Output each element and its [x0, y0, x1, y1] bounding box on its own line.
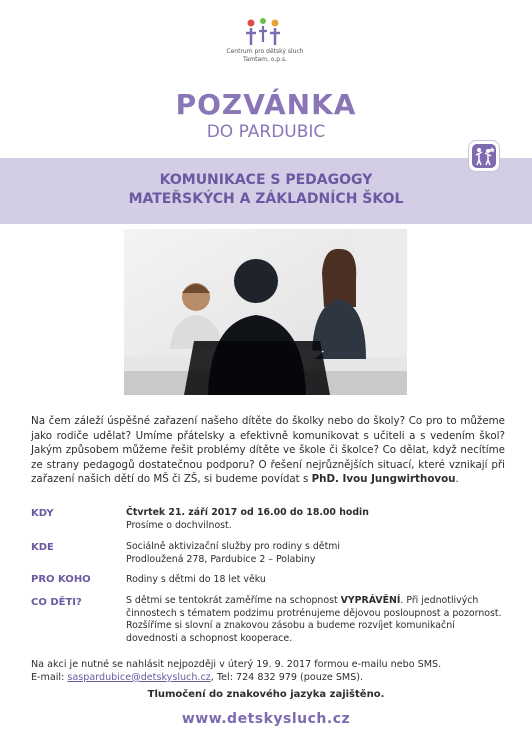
registration-info: [31, 659, 505, 685]
interpreter-note: Tlumočení do znakového jazyka zajištěno.: [147, 689, 385, 700]
invitation-title: POZVÁNKA: [175, 88, 357, 121]
kids-label: CO DĚTI?: [31, 597, 82, 608]
where-line-1: Sociálně aktivizační služby pro rodiny s dětmi: [126, 541, 340, 552]
where-value-block: [126, 541, 506, 566]
kids-focus: VYPRÁVĚNÍ: [340, 595, 401, 606]
topic-line-1: KOMUNIKACE S PEDAGOGY: [159, 172, 373, 188]
logo-line-2: Tamtam, o.p.s.: [242, 56, 288, 63]
children-playing-icon: [472, 144, 496, 168]
invitation-subtitle: DO PARDUBIC: [206, 122, 326, 142]
email-label: E-mail:: [31, 671, 68, 683]
intro-text: Na čem záleží úspěšné zařazení našeho dítěte do školky nebo do školy? Co pro to můžeme jako rodiče udělat? Umíme přátelsky a efektivně komunikovat s učiteli a s vedením škol? Jakým způsobem můžeme řešit problémy dítěte ve škole či školce? Co dělat, když necítíme ze strany pedagogů dostatečnou podporu? O řešení nejrůznějších situací, které vznikají při zařazení našich dětí do MŠ či ZŠ, si budeme povídat s: [31, 415, 505, 486]
where-line-2: Prodloužená 278, Pardubice 2 – Polabiny: [126, 553, 316, 565]
when-value-block: [126, 507, 506, 532]
speaker-name: PhD. Ivou Jungwirthovou: [311, 473, 456, 486]
email-link[interactable]: saspardubice@detskysluch.cz: [67, 671, 211, 683]
registration-deadline: Na akci je nutné se nahlásit nejpozději v úterý 19. 9. 2017 formou e-mailu nebo SMS.: [31, 659, 442, 670]
phone-info: , Tel: 724 832 979 (pouze SMS).: [210, 671, 364, 683]
meeting-photo: [124, 229, 407, 395]
who-value: Rodiny s dětmi do 18 let věku: [126, 574, 266, 585]
when-note: Prosíme o dochvilnost.: [126, 519, 232, 531]
intro-end: .: [455, 473, 459, 486]
who-label: PRO KOHO: [31, 574, 91, 585]
kids-value: S dětmi se tentokrát zaměříme na schopnost VYPRÁVĚNÍ. Při jednotlivých činnostech s tématem podzimu protrénujeme dějovou posloupnost a pozornost. Rozšíříme si slovní a znakovou zásobu a budeme rozvíjet komunikační dovednosti a schopnost kooperace.: [126, 595, 502, 644]
topic-line-2: MATEŘSKÝCH A ZÁKLADNÍCH ŠKOL: [128, 191, 404, 207]
where-label: KDE: [31, 542, 54, 553]
contact-line: [31, 672, 505, 685]
family-figures-icon: [243, 18, 287, 48]
topic-title: [0, 171, 532, 209]
intro-paragraph: [31, 414, 505, 487]
activity-badge: [469, 141, 499, 171]
logo-line-1: Centrum pro dětský sluch: [226, 48, 304, 55]
when-label: KDY: [31, 508, 54, 519]
organization-logo: [215, 18, 315, 64]
when-value: Čtvrtek 21. září 2017 od 16.00 do 18.00 hodin: [126, 507, 369, 518]
website-link[interactable]: www.detskysluch.cz: [181, 711, 351, 727]
